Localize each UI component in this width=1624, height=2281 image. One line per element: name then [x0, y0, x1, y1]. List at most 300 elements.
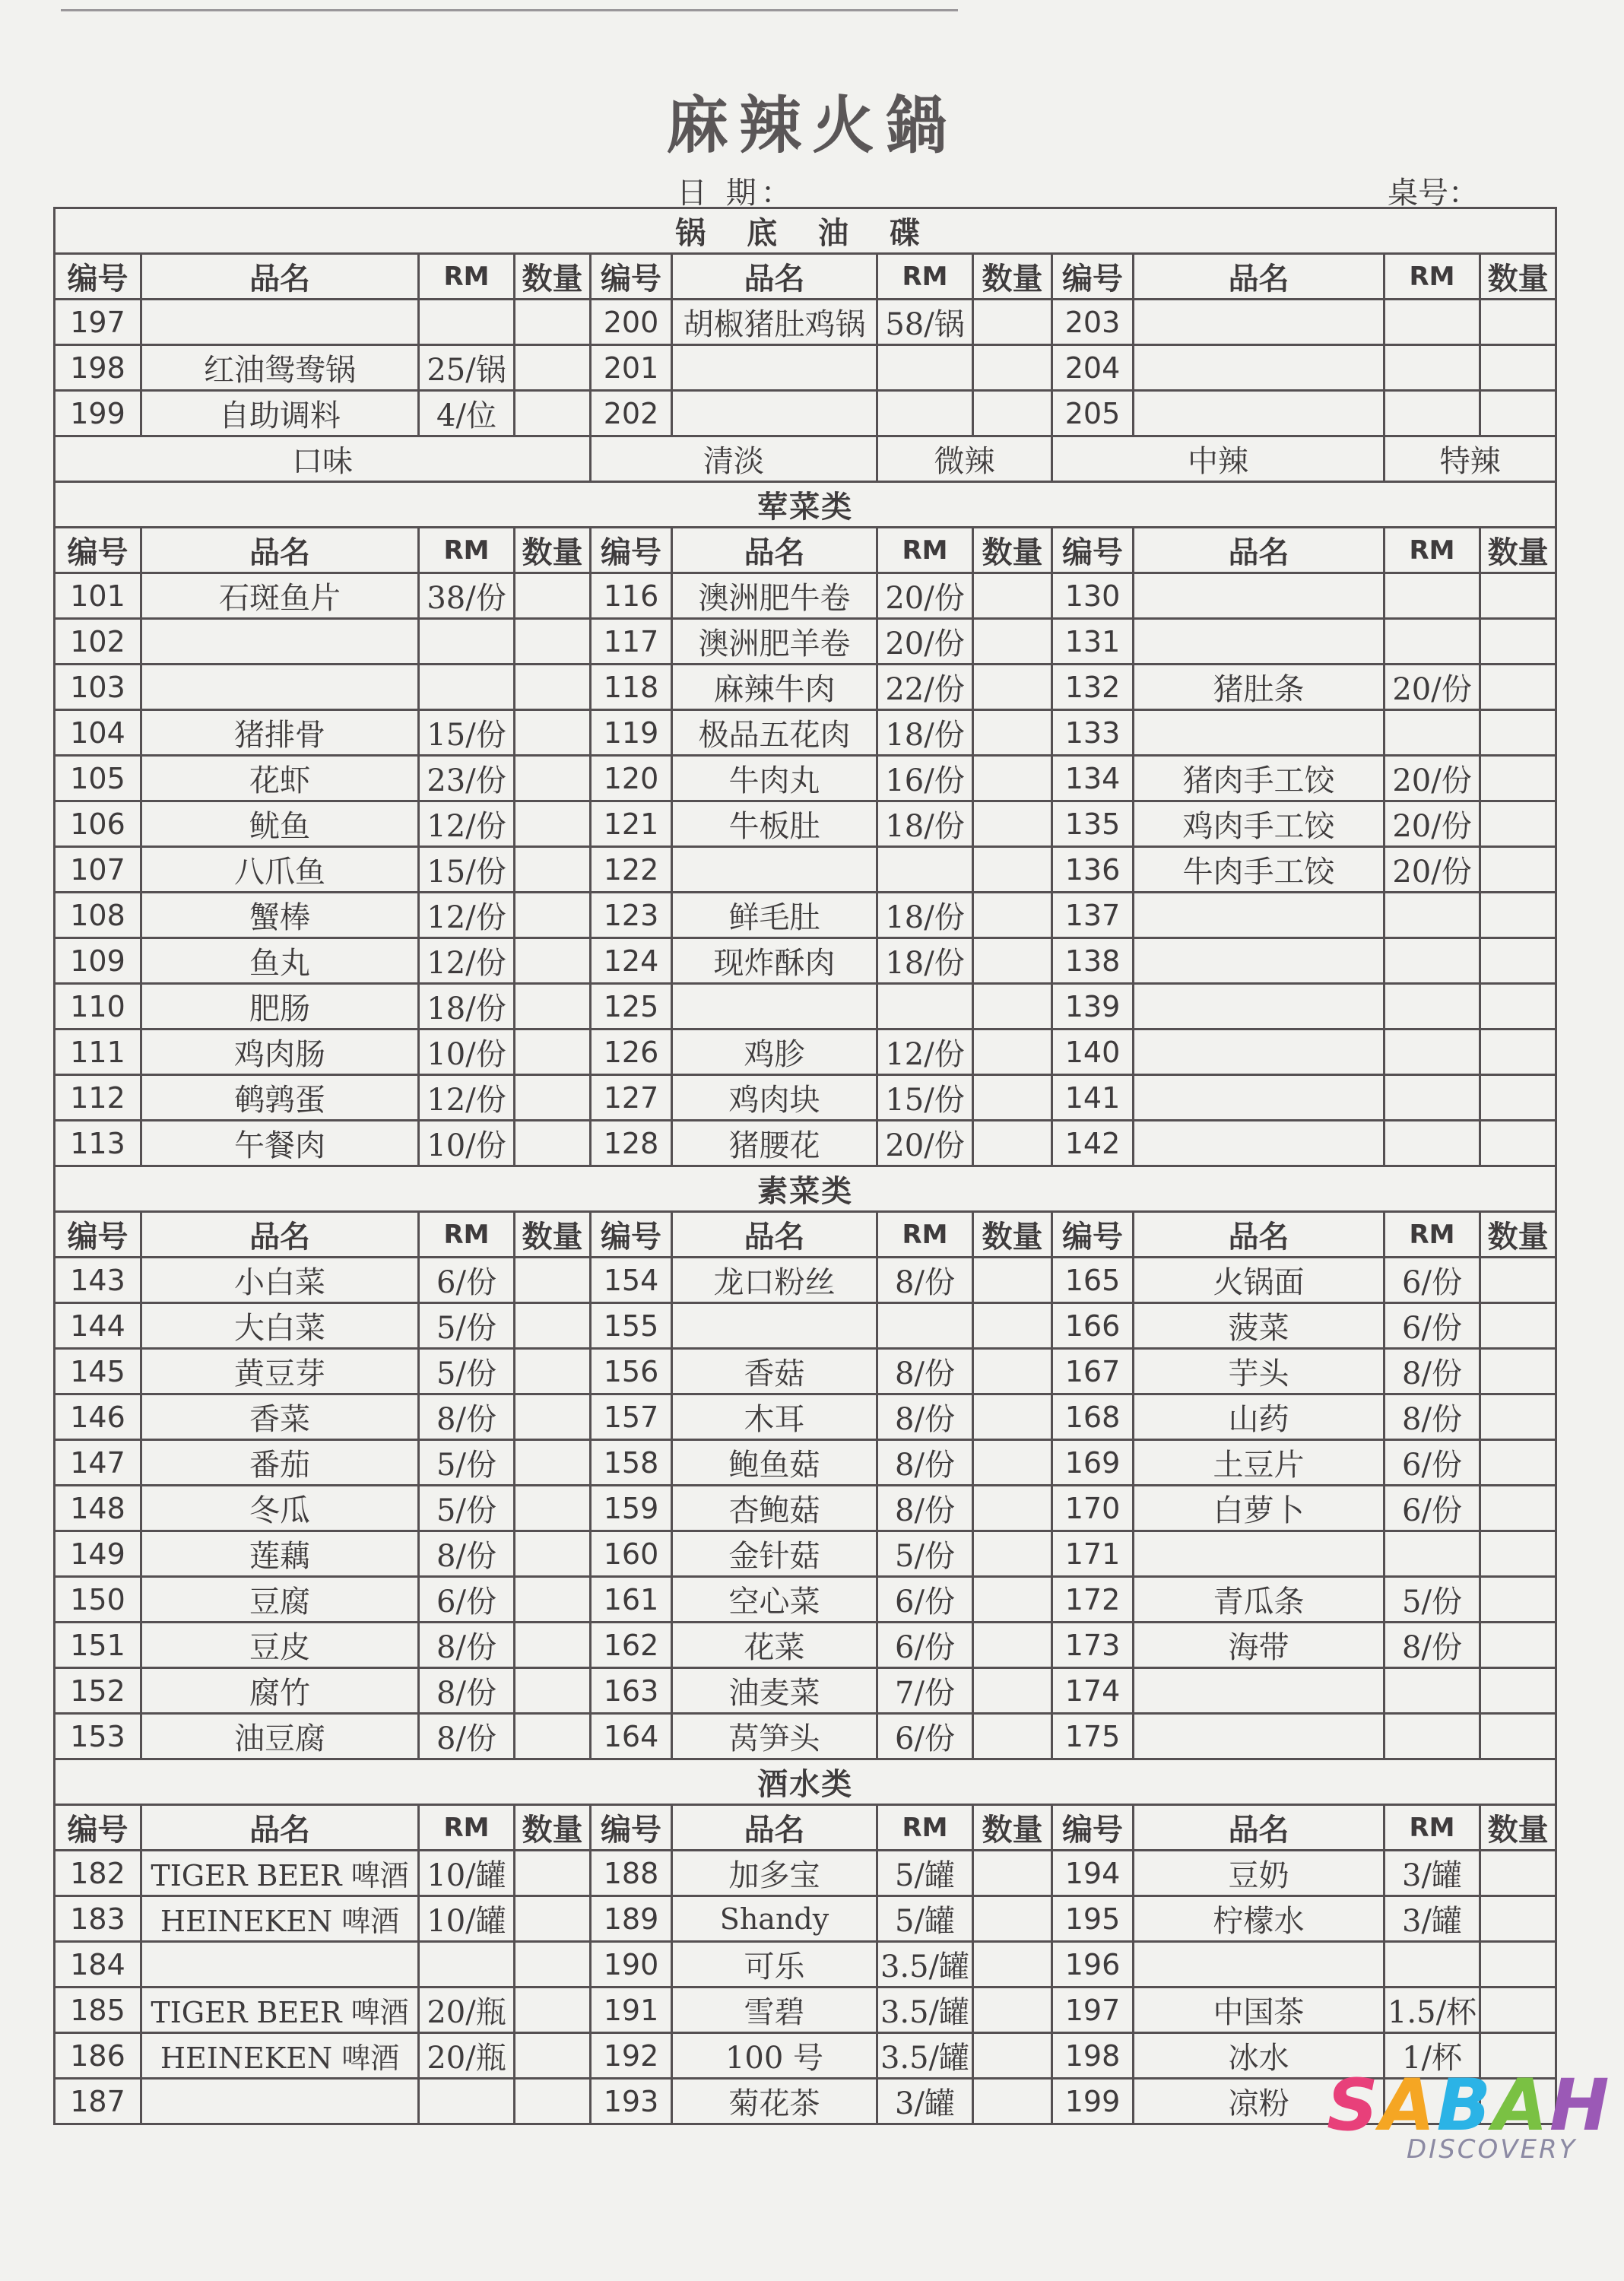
quantity-cell[interactable] [1480, 1075, 1556, 1121]
item-code: 174 [1052, 1668, 1134, 1714]
item-code: 168 [1052, 1394, 1134, 1440]
item-name [1134, 391, 1385, 436]
item-price: 7/份 [877, 1668, 973, 1714]
item-price: 8/份 [877, 1349, 973, 1394]
item-code: 175 [1052, 1714, 1134, 1759]
item-price [1385, 1075, 1480, 1121]
quantity-cell[interactable] [973, 1851, 1052, 1896]
quantity-cell[interactable] [1480, 1394, 1556, 1440]
item-code: 165 [1052, 1258, 1134, 1303]
item-code: 172 [1052, 1577, 1134, 1623]
item-price: 20/份 [1385, 801, 1480, 847]
item-name: 牛肉手工饺 [1134, 847, 1385, 893]
quantity-cell[interactable] [1480, 1440, 1556, 1486]
quantity-cell[interactable] [1480, 801, 1556, 847]
item-price [877, 847, 973, 893]
item-price: 12/份 [419, 893, 515, 938]
item-price: 38/份 [419, 573, 515, 619]
item-name: 小白菜 [141, 1258, 419, 1303]
section-row-meat [55, 482, 1556, 528]
table-row [55, 710, 1556, 756]
item-price: 23/份 [419, 756, 515, 801]
quantity-cell[interactable] [973, 1942, 1052, 1988]
item-name: 冬瓜 [141, 1486, 419, 1531]
quantity-cell[interactable] [973, 2033, 1052, 2079]
header-qty: 数量 [515, 1805, 591, 1851]
table-row [55, 1623, 1556, 1668]
quantity-cell[interactable] [515, 1896, 591, 1942]
quantity-cell[interactable] [973, 984, 1052, 1029]
item-price: 6/份 [1385, 1440, 1480, 1486]
item-name [1134, 300, 1385, 345]
item-price: 20/份 [1385, 756, 1480, 801]
item-name [1134, 1714, 1385, 1759]
item-code: 140 [1052, 1029, 1134, 1075]
item-price: 6/份 [877, 1623, 973, 1668]
quantity-cell[interactable] [1480, 1714, 1556, 1759]
quantity-cell[interactable] [1480, 1851, 1556, 1896]
quantity-cell[interactable] [515, 1668, 591, 1714]
item-price: 12/份 [419, 938, 515, 984]
quantity-cell[interactable] [973, 1486, 1052, 1531]
item-price: 5/份 [1385, 1577, 1480, 1623]
quantity-cell[interactable] [973, 345, 1052, 391]
quantity-cell[interactable] [973, 573, 1052, 619]
table-row [55, 1303, 1556, 1349]
item-code: 198 [55, 345, 141, 391]
quantity-cell[interactable] [973, 1394, 1052, 1440]
item-code: 164 [591, 1714, 672, 1759]
section-row-veg [55, 1166, 1556, 1212]
taste-label: 口味 [55, 436, 591, 482]
table-row [55, 1029, 1556, 1075]
header-qty: 数量 [973, 528, 1052, 573]
header-rm: RM [1385, 1212, 1480, 1258]
item-price: 5/罐 [877, 1896, 973, 1942]
item-name: 冰水 [1134, 2033, 1385, 2079]
item-name [141, 300, 419, 345]
header-name: 品名 [141, 254, 419, 300]
quantity-cell[interactable] [515, 1531, 591, 1577]
quantity-cell[interactable] [973, 1988, 1052, 2033]
item-code: 147 [55, 1440, 141, 1486]
header-name: 品名 [1134, 1212, 1385, 1258]
header-rm: RM [1385, 1805, 1480, 1851]
item-name [1134, 893, 1385, 938]
quantity-cell[interactable] [515, 1394, 591, 1440]
item-price: 8/份 [419, 1531, 515, 1577]
item-name [1134, 938, 1385, 984]
quantity-cell[interactable] [1480, 1121, 1556, 1166]
quantity-cell[interactable] [515, 710, 591, 756]
quantity-cell[interactable] [973, 1029, 1052, 1075]
table-row [55, 847, 1556, 893]
quantity-cell[interactable] [515, 1075, 591, 1121]
item-name: 山药 [1134, 1394, 1385, 1440]
quantity-cell[interactable] [515, 1258, 591, 1303]
header-name: 品名 [672, 1212, 877, 1258]
quantity-cell[interactable] [1480, 1349, 1556, 1394]
quantity-cell[interactable] [973, 1075, 1052, 1121]
quantity-cell[interactable] [1480, 300, 1556, 345]
header-rm: RM [877, 1805, 973, 1851]
item-price: 6/份 [419, 1577, 515, 1623]
watermark-letter: H [1549, 2064, 1611, 2147]
item-price: 8/份 [419, 1623, 515, 1668]
item-code: 120 [591, 756, 672, 801]
item-price [877, 1303, 973, 1349]
section-title-broth: 锅 底 油 碟 [55, 208, 1556, 254]
item-name: 金针菇 [672, 1531, 877, 1577]
header-qty: 数量 [973, 254, 1052, 300]
section-row-drinks [55, 1759, 1556, 1805]
item-name: 肥肠 [141, 984, 419, 1029]
quantity-cell[interactable] [973, 1258, 1052, 1303]
item-code: 171 [1052, 1531, 1134, 1577]
quantity-cell[interactable] [515, 391, 591, 436]
item-price: 8/份 [877, 1394, 973, 1440]
quantity-cell[interactable] [1480, 345, 1556, 391]
quantity-cell[interactable] [515, 665, 591, 710]
item-name: 莴笋头 [672, 1714, 877, 1759]
item-price [419, 2079, 515, 2124]
quantity-cell[interactable] [515, 1623, 591, 1668]
table-row [55, 1668, 1556, 1714]
header-name: 品名 [141, 1212, 419, 1258]
header-code: 编号 [55, 254, 141, 300]
item-name [1134, 573, 1385, 619]
item-name [672, 391, 877, 436]
quantity-cell[interactable] [973, 938, 1052, 984]
quantity-cell[interactable] [973, 300, 1052, 345]
item-name: 石斑鱼片 [141, 573, 419, 619]
item-name [141, 665, 419, 710]
item-name: 大白菜 [141, 1303, 419, 1349]
quantity-cell[interactable] [973, 1577, 1052, 1623]
item-code: 192 [591, 2033, 672, 2079]
item-price: 20/份 [1385, 847, 1480, 893]
item-code: 128 [591, 1121, 672, 1166]
item-code: 109 [55, 938, 141, 984]
quantity-cell[interactable] [1480, 1988, 1556, 2033]
item-price: 8/份 [1385, 1623, 1480, 1668]
item-code: 126 [591, 1029, 672, 1075]
quantity-cell[interactable] [515, 984, 591, 1029]
item-code: 182 [55, 1851, 141, 1896]
item-price: 3/罐 [1385, 1896, 1480, 1942]
item-price: 6/份 [877, 1714, 973, 1759]
quantity-cell[interactable] [973, 1531, 1052, 1577]
item-code: 101 [55, 573, 141, 619]
quantity-cell[interactable] [1480, 1303, 1556, 1349]
quantity-cell[interactable] [515, 1942, 591, 1988]
quantity-cell[interactable] [515, 619, 591, 665]
item-price: 3.5/罐 [877, 1942, 973, 1988]
quantity-cell[interactable] [515, 1303, 591, 1349]
header-rm: RM [419, 1805, 515, 1851]
item-code: 106 [55, 801, 141, 847]
item-price [419, 300, 515, 345]
item-name: 100 号 [672, 2033, 877, 2079]
item-name [1134, 1121, 1385, 1166]
table-row [55, 1531, 1556, 1577]
item-code: 137 [1052, 893, 1134, 938]
quantity-cell[interactable] [515, 938, 591, 984]
item-name: TIGER BEER 啤酒 [141, 1851, 419, 1896]
item-name [1134, 1531, 1385, 1577]
item-price [1385, 1668, 1480, 1714]
item-code: 199 [1052, 2079, 1134, 2124]
item-code: 130 [1052, 573, 1134, 619]
taste-option-medium-spicy[interactable]: 中辣 [1052, 436, 1385, 482]
quantity-cell[interactable] [515, 573, 591, 619]
item-price [1385, 1121, 1480, 1166]
table-row [55, 1577, 1556, 1623]
quantity-cell[interactable] [1480, 1623, 1556, 1668]
watermark-letter: B [1436, 2064, 1493, 2147]
quantity-cell[interactable] [973, 1896, 1052, 1942]
header-qty: 数量 [515, 528, 591, 573]
item-price: 16/份 [877, 756, 973, 801]
quantity-cell[interactable] [515, 1988, 591, 2033]
quantity-cell[interactable] [515, 801, 591, 847]
table-row [55, 391, 1556, 436]
quantity-cell[interactable] [1480, 893, 1556, 938]
quantity-cell[interactable] [973, 665, 1052, 710]
table-row [55, 619, 1556, 665]
quantity-cell[interactable] [973, 756, 1052, 801]
quantity-cell[interactable] [1480, 1486, 1556, 1531]
quantity-cell[interactable] [973, 710, 1052, 756]
header-code: 编号 [1052, 1212, 1134, 1258]
item-name: 鸡肉块 [672, 1075, 877, 1121]
item-code: 163 [591, 1668, 672, 1714]
item-name: 极品五花肉 [672, 710, 877, 756]
item-price [1385, 300, 1480, 345]
item-code: 156 [591, 1349, 672, 1394]
quantity-cell[interactable] [515, 893, 591, 938]
table-row [55, 1394, 1556, 1440]
item-code: 151 [55, 1623, 141, 1668]
table-row [55, 1486, 1556, 1531]
item-price [877, 345, 973, 391]
item-name: 蟹棒 [141, 893, 419, 938]
header-rm: RM [877, 254, 973, 300]
taste-option-extra-spicy[interactable]: 特辣 [1385, 436, 1556, 482]
item-price: 8/份 [1385, 1349, 1480, 1394]
item-code: 193 [591, 2079, 672, 2124]
quantity-cell[interactable] [973, 847, 1052, 893]
quantity-cell[interactable] [1480, 938, 1556, 984]
item-name: 加多宝 [672, 1851, 877, 1896]
header-rm: RM [419, 528, 515, 573]
quantity-cell[interactable] [973, 1440, 1052, 1486]
quantity-cell[interactable] [515, 1349, 591, 1394]
item-code: 188 [591, 1851, 672, 1896]
quantity-cell[interactable] [1480, 1668, 1556, 1714]
quantity-cell[interactable] [515, 300, 591, 345]
table-row [55, 756, 1556, 801]
watermark-letter: A [1492, 2064, 1549, 2147]
item-price: 15/份 [877, 1075, 973, 1121]
item-price [1385, 573, 1480, 619]
item-name: 香菜 [141, 1394, 419, 1440]
item-name [1134, 345, 1385, 391]
quantity-cell[interactable] [973, 619, 1052, 665]
quantity-cell[interactable] [515, 1577, 591, 1623]
item-name: 龙口粉丝 [672, 1258, 877, 1303]
item-price [1385, 1714, 1480, 1759]
quantity-cell[interactable] [973, 893, 1052, 938]
quantity-cell[interactable] [973, 801, 1052, 847]
quantity-cell[interactable] [1480, 1258, 1556, 1303]
item-code: 155 [591, 1303, 672, 1349]
quantity-cell[interactable] [515, 1486, 591, 1531]
header-code: 编号 [591, 254, 672, 300]
item-code: 105 [55, 756, 141, 801]
header-name: 品名 [1134, 254, 1385, 300]
header-name: 品名 [672, 254, 877, 300]
item-name: 鱼丸 [141, 938, 419, 984]
item-code: 159 [591, 1486, 672, 1531]
quantity-cell[interactable] [1480, 619, 1556, 665]
item-price [1385, 1942, 1480, 1988]
item-name: 番茄 [141, 1440, 419, 1486]
quantity-cell[interactable] [1480, 710, 1556, 756]
item-name: 牛肉丸 [672, 756, 877, 801]
item-code: 194 [1052, 1851, 1134, 1896]
quantity-cell[interactable] [973, 1121, 1052, 1166]
section-row-broth [55, 208, 1556, 254]
item-name: 菠菜 [1134, 1303, 1385, 1349]
item-price: 20/份 [877, 619, 973, 665]
item-code: 134 [1052, 756, 1134, 801]
quantity-cell[interactable] [1480, 847, 1556, 893]
item-price: 8/份 [419, 1714, 515, 1759]
quantity-cell[interactable] [1480, 573, 1556, 619]
item-price [877, 984, 973, 1029]
quantity-cell[interactable] [1480, 1029, 1556, 1075]
item-code: 185 [55, 1988, 141, 2033]
quantity-cell[interactable] [973, 1349, 1052, 1394]
item-price [1385, 938, 1480, 984]
table-row [55, 1896, 1556, 1942]
quantity-cell[interactable] [973, 1303, 1052, 1349]
quantity-cell[interactable] [973, 1623, 1052, 1668]
quantity-cell[interactable] [1480, 1577, 1556, 1623]
quantity-cell[interactable] [1480, 1531, 1556, 1577]
item-name: 空心菜 [672, 1577, 877, 1623]
item-price: 8/份 [877, 1440, 973, 1486]
item-price [419, 619, 515, 665]
quantity-cell[interactable] [515, 1121, 591, 1166]
quantity-cell[interactable] [973, 1668, 1052, 1714]
quantity-cell[interactable] [1480, 1896, 1556, 1942]
item-name: 猪肉手工饺 [1134, 756, 1385, 801]
sabah-discovery-watermark [1327, 2064, 1611, 2165]
item-price: 3/罐 [1385, 1851, 1480, 1896]
quantity-cell[interactable] [515, 2033, 591, 2079]
item-name: 可乐 [672, 1942, 877, 1988]
quantity-cell[interactable] [515, 345, 591, 391]
date-label: 日 期： [677, 176, 796, 211]
item-price: 20/份 [877, 573, 973, 619]
item-price: 8/份 [419, 1668, 515, 1714]
item-code: 135 [1052, 801, 1134, 847]
item-code: 149 [55, 1531, 141, 1577]
quantity-cell[interactable] [515, 1440, 591, 1486]
table-row [55, 801, 1556, 847]
item-name [672, 847, 877, 893]
item-code: 167 [1052, 1349, 1134, 1394]
item-code: 202 [591, 391, 672, 436]
item-name [141, 619, 419, 665]
item-price: 18/份 [877, 893, 973, 938]
header-rm: RM [419, 1212, 515, 1258]
quantity-cell[interactable] [1480, 756, 1556, 801]
section-title-meat: 荤菜类 [55, 482, 1556, 528]
item-price: 18/份 [877, 710, 973, 756]
quantity-cell[interactable] [515, 756, 591, 801]
item-name [1134, 1029, 1385, 1075]
item-name: 鹌鹑蛋 [141, 1075, 419, 1121]
item-name: 白萝卜 [1134, 1486, 1385, 1531]
item-name [141, 1942, 419, 1988]
item-price [1385, 391, 1480, 436]
quantity-cell[interactable] [515, 1714, 591, 1759]
item-code: 184 [55, 1942, 141, 1988]
table-row [55, 984, 1556, 1029]
item-price [877, 391, 973, 436]
item-name [1134, 1075, 1385, 1121]
item-code: 117 [591, 619, 672, 665]
item-name: 凉粉 [1134, 2079, 1385, 2124]
item-code: 132 [1052, 665, 1134, 710]
quantity-cell[interactable] [973, 1714, 1052, 1759]
item-code: 111 [55, 1029, 141, 1075]
item-price: 4/位 [419, 391, 515, 436]
item-price [419, 1942, 515, 1988]
item-code: 119 [591, 710, 672, 756]
table-row [55, 1075, 1556, 1121]
item-code: 189 [591, 1896, 672, 1942]
quantity-cell[interactable] [1480, 1942, 1556, 1988]
quantity-cell[interactable] [515, 1029, 591, 1075]
quantity-cell[interactable] [973, 391, 1052, 436]
quantity-cell[interactable] [1480, 984, 1556, 1029]
taste-option-mild[interactable]: 清淡 [591, 436, 877, 482]
order-table [53, 207, 1557, 2125]
table-row [55, 1714, 1556, 1759]
header-rm: RM [877, 528, 973, 573]
quantity-cell[interactable] [1480, 665, 1556, 710]
item-name: 中国茶 [1134, 1988, 1385, 2033]
quantity-cell[interactable] [973, 2079, 1052, 2124]
taste-option-light-spicy[interactable]: 微辣 [877, 436, 1052, 482]
quantity-cell[interactable] [515, 1851, 591, 1896]
item-price [1385, 619, 1480, 665]
quantity-cell[interactable] [1480, 391, 1556, 436]
item-price: 12/份 [419, 1075, 515, 1121]
item-code: 116 [591, 573, 672, 619]
item-price: 20/瓶 [419, 2033, 515, 2079]
item-name: 芋头 [1134, 1349, 1385, 1394]
item-name: 鱿鱼 [141, 801, 419, 847]
item-price: 3.5/罐 [877, 1988, 973, 2033]
quantity-cell[interactable] [515, 2079, 591, 2124]
quantity-cell[interactable] [515, 847, 591, 893]
item-name [672, 345, 877, 391]
